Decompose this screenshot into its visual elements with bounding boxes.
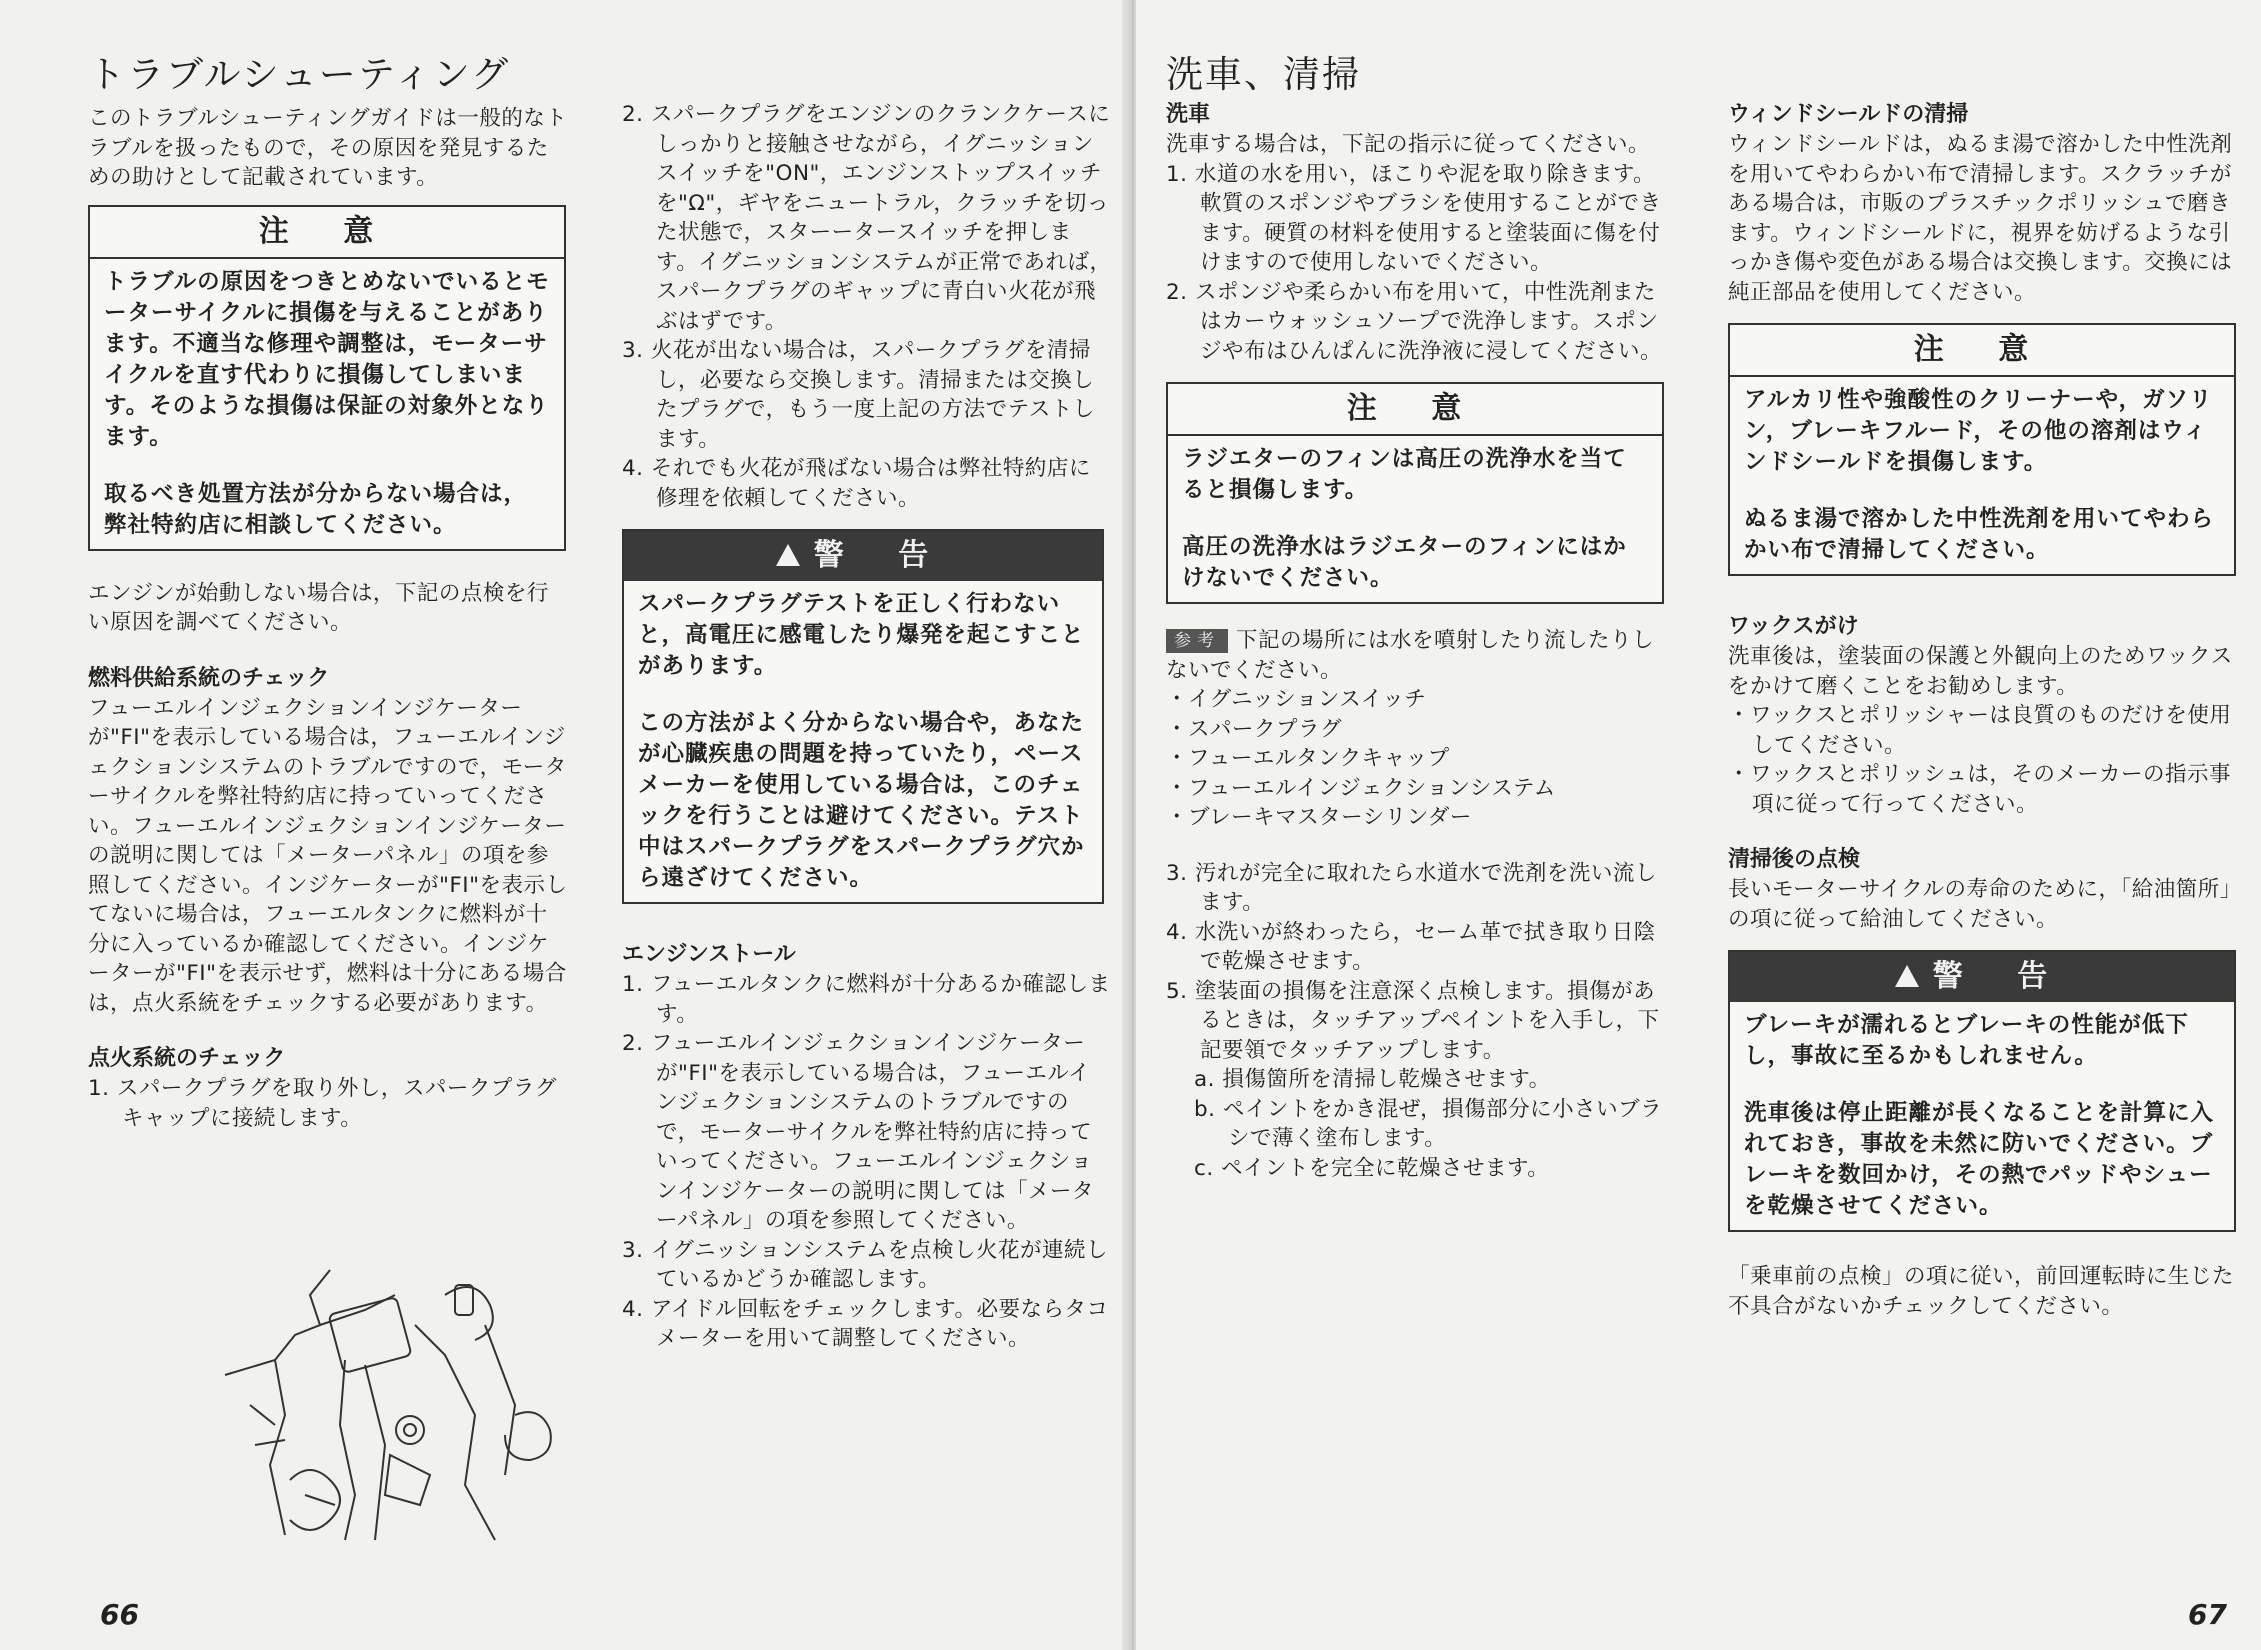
after-cleaning-text: 長いモーターサイクルの寿命のために，「給油箇所」の項に従って給油してください。 — [1728, 877, 2232, 932]
engine-stall-heading: エンジンストール — [622, 942, 796, 967]
caution-text: ラジエターのフィンは高圧の洗浄水を当てると損傷します。 — [1182, 446, 1627, 503]
wash-step-4: 4. 水洗いが終わったら，セーム革で拭き取り日陰で乾燥させます。 — [1166, 919, 1656, 974]
reference-badge: 参考 — [1166, 629, 1228, 653]
wash-step-1: 1. 水道の水を用い，ほこりや泥を取り除きます。軟質のスポンジやブラシを使用することができます。硬質の材料を使用すると塗装面に傷を付けますので使用しないでください。 — [1166, 161, 1662, 275]
left-column-2 — [622, 100, 1112, 1354]
warning-triangle-icon — [776, 544, 800, 566]
wax-heading: ワックスがけ — [1728, 614, 1859, 639]
warning-heading: 警 告 — [624, 531, 1102, 581]
windshield-heading: ウィンドシールドの清掃 — [1728, 102, 1969, 127]
warning-box — [1728, 950, 2236, 1232]
ignition-step-3: 3. 火花が出ない場合は，スパークプラグを清掃し，必要なら交換します。清掃または交換したプラグで，もう一度上記の方法でテストします。 — [622, 338, 1095, 452]
caution-box — [1728, 323, 2236, 576]
intro-text: このトラブルシューティングガイドは一般的なトラブルを扱ったもので，その原因を発見するための助けとして記載されています。 — [88, 106, 568, 190]
warning-box — [622, 529, 1104, 904]
wash-step-2: 2. スポンジや柔らかい布を用いて，中性洗剤またはカーウォッシュソープで洗浄します。スポンジや布はひんぱんに洗浄液に浸してください。 — [1166, 279, 1663, 364]
ignition-step-4: 4. それでも火花が飛ばない場合は弊社特約店に修理を依頼してください。 — [622, 456, 1091, 511]
fuel-system-heading: 燃料供給系統のチェック — [88, 665, 330, 691]
final-check-text: 「乗車前の点検」の項に従い，前回運転時に生じた不具合がないかチェックしてください。 — [1728, 1264, 2235, 1319]
reference-text: 下記の場所には水を噴射したり流したりしないでください。 — [1166, 628, 1655, 683]
reference-item: ・イグニッションスイッチ — [1166, 687, 1427, 712]
right-column-2 — [1728, 100, 2240, 1321]
wax-item: ・ワックスとポリッシャーは良質のものだけを使用してください。 — [1728, 703, 2232, 758]
page-number: 67 — [2188, 1598, 2227, 1631]
warning-heading: 警 告 — [1730, 952, 2234, 1002]
page-number: 66 — [100, 1598, 139, 1631]
caution-text-2: 高圧の洗浄水はラジエターのフィンにはかけないでください。 — [1182, 534, 1627, 591]
ignition-step-2: 2. スパークプラグをエンジンのクランクケースにしっかりと接触させながら，イグニッションスイッチを"ON"，エンジンストップスイッチを"Ω"，ギヤをニュートラル，クラッチを切った状態で，スターータースイッチを押します。イグニッションシステムが正常であれば，スパークプラグのギャップに青白い火花が飛ぶはずです。 — [622, 102, 1112, 334]
wash-intro: 洗車する場合は，下記の指示に従ってください。 — [1166, 132, 1651, 157]
warning-triangle-icon — [1895, 965, 1919, 987]
stall-step-1: 1. フューエルタンクに燃料が十分あるか確認します。 — [622, 972, 1111, 1027]
touchup-step-c: c. ペイントを完全に乾燥させます。 — [1194, 1155, 1550, 1181]
caution-box — [88, 205, 566, 551]
caution-heading: 注 意 — [1730, 325, 2234, 377]
reference-item: ・スパークプラグ — [1166, 716, 1343, 742]
touchup-step-b: b. ペイントをかき混ぜ，損傷部分に小さいブラシで薄く塗布します。 — [1194, 1096, 1663, 1151]
touchup-step-a: a. 損傷箇所を清掃し乾燥させます。 — [1194, 1067, 1551, 1092]
left-column-1 — [88, 104, 568, 1133]
stall-step-4: 4. アイドル回転をチェックします。必要ならタコメーターを用いて調整してください。 — [622, 1296, 1109, 1351]
page-66 — [0, 0, 1130, 1650]
page-title: 洗車、清掃 — [1166, 53, 1361, 96]
caution-text-2: ぬるま湯で溶かした中性洗剤を用いてやわらかい布で清掃してください。 — [1744, 506, 2215, 563]
warning-text-2: この方法がよく分からない場合や，あなたが心臓疾患の問題を持っていたり，ペースメーカーを使用している場合は，このチェックを行うことは避けてください。テスト中はスパークプラグをスパークプラグ穴から遠ざけてください。 — [638, 710, 1085, 891]
right-column-1 — [1166, 100, 1666, 1183]
stall-step-2: 2. フューエルインジェクションインジケーターが"FI"を表示している場合は，フューエルインジェクションシステムのトラブルですので，モーターサイクルを弊社特約店に持っていってください。フューエルインジェクションインジケーターの説明に関しては「メーターパネル」の項を参照してください。 — [622, 1031, 1094, 1233]
caution-text: トラブルの原因をつきとめないでいるとモーターサイクルに損傷を与えることがあります。不適当な修理や調整は，モーターサイクルを直す代わりに損傷してしまいます。そのような損傷は保証の対象外となります。 — [104, 268, 550, 450]
wash-step-5: 5. 塗装面の損傷を注意深く点検します。損傷があるときは，タッチアップペイントを入手し，下記要領でタッチアップします。 — [1166, 978, 1660, 1063]
windshield-text: ウィンドシールドは，ぬるま湯で溶かした中性洗剤を用いてやわらかい布で清掃します。スクラッチがある場合は，市販のプラスチックポリッシュで磨きます。ウィンドシールドに，視界を妨げるような引っかき傷や変色がある場合は交換します。交換には純正部品を使用してください。 — [1728, 132, 2233, 305]
stall-step-3: 3. イグニッションシステムを点検し火花が連続しているかどうか確認します。 — [622, 1237, 1109, 1292]
page-67 — [1136, 0, 2261, 1650]
caution-box — [1166, 382, 1664, 604]
engine-no-start-text: エンジンが始動しない場合は，下記の点検を行い原因を調べてください。 — [88, 580, 549, 635]
spark-plug-illustration — [215, 1265, 575, 1545]
ignition-heading: 点火系統のチェック — [88, 1046, 286, 1071]
wax-item: ・ワックスとポリッシュは，そのメーカーの指示事項に従って行ってください。 — [1728, 762, 2231, 817]
caution-text-2: 取るべき処置方法が分からない場合は，弊社特約店に相談してください。 — [104, 480, 528, 538]
ignition-step-1: 1. スパークプラグを取り外し，スパークプラグキャップに接続します。 — [88, 1076, 557, 1131]
warning-text: スパークプラグテストを正しく行わないと，高電圧に感電したり爆発を起こすことがあります。 — [638, 591, 1085, 679]
warning-text: ブレーキが濡れるとブレーキの性能が低下し，事故に至るかもしれません。 — [1744, 1012, 2189, 1069]
wash-step-3: 3. 汚れが完全に取れたら水道水で洗剤を洗い流します。 — [1166, 860, 1657, 915]
wash-heading: 洗車 — [1166, 102, 1211, 127]
fuel-system-text: フューエルインジェクションインジケーターが"FI"を表示している場合は，フューエルインジェクションシステムのトラブルですので，モーターサイクルを弊社特約店に持っていってください。フューエルインジェクションインジケーターの説明に関しては「メーターパネル」の項を参照してください。インジケーターが"FI"を表示してないに場合は，フューエルタンクに燃料が十分に入っているか確認してください。インジケーターが"FI"を表示せず，燃料は十分にある場合は，点火系統をチェックする必要があります。 — [88, 695, 568, 1016]
caution-heading: 注 意 — [90, 207, 564, 259]
caution-text: アルカリ性や強酸性のクリーナーや，ガソリン，ブレーキフルード，その他の溶剤はウィンドシールドを損傷します。 — [1744, 387, 2213, 475]
page-title: トラブルシューティング — [88, 53, 511, 96]
caution-heading: 注 意 — [1168, 384, 1662, 436]
after-cleaning-heading: 清掃後の点検 — [1728, 847, 1861, 872]
wax-text: 洗車後は，塗装面の保護と外観向上のためワックスをかけて磨くことをお勧めします。 — [1728, 644, 2233, 699]
reference-note — [1166, 626, 1666, 685]
reference-item: ・フューエルインジェクションシステム — [1166, 775, 1556, 801]
warning-text-2: 洗車後は停止距離が長くなることを計算に入れておき，事故を未然に防いでください。ブレーキを数回かけ，その熱でパッドやシューを乾燥させてください。 — [1744, 1100, 2215, 1219]
reference-item: ・ブレーキマスターシリンダー — [1166, 805, 1472, 830]
reference-item: ・フューエルタンクキャップ — [1166, 746, 1450, 771]
